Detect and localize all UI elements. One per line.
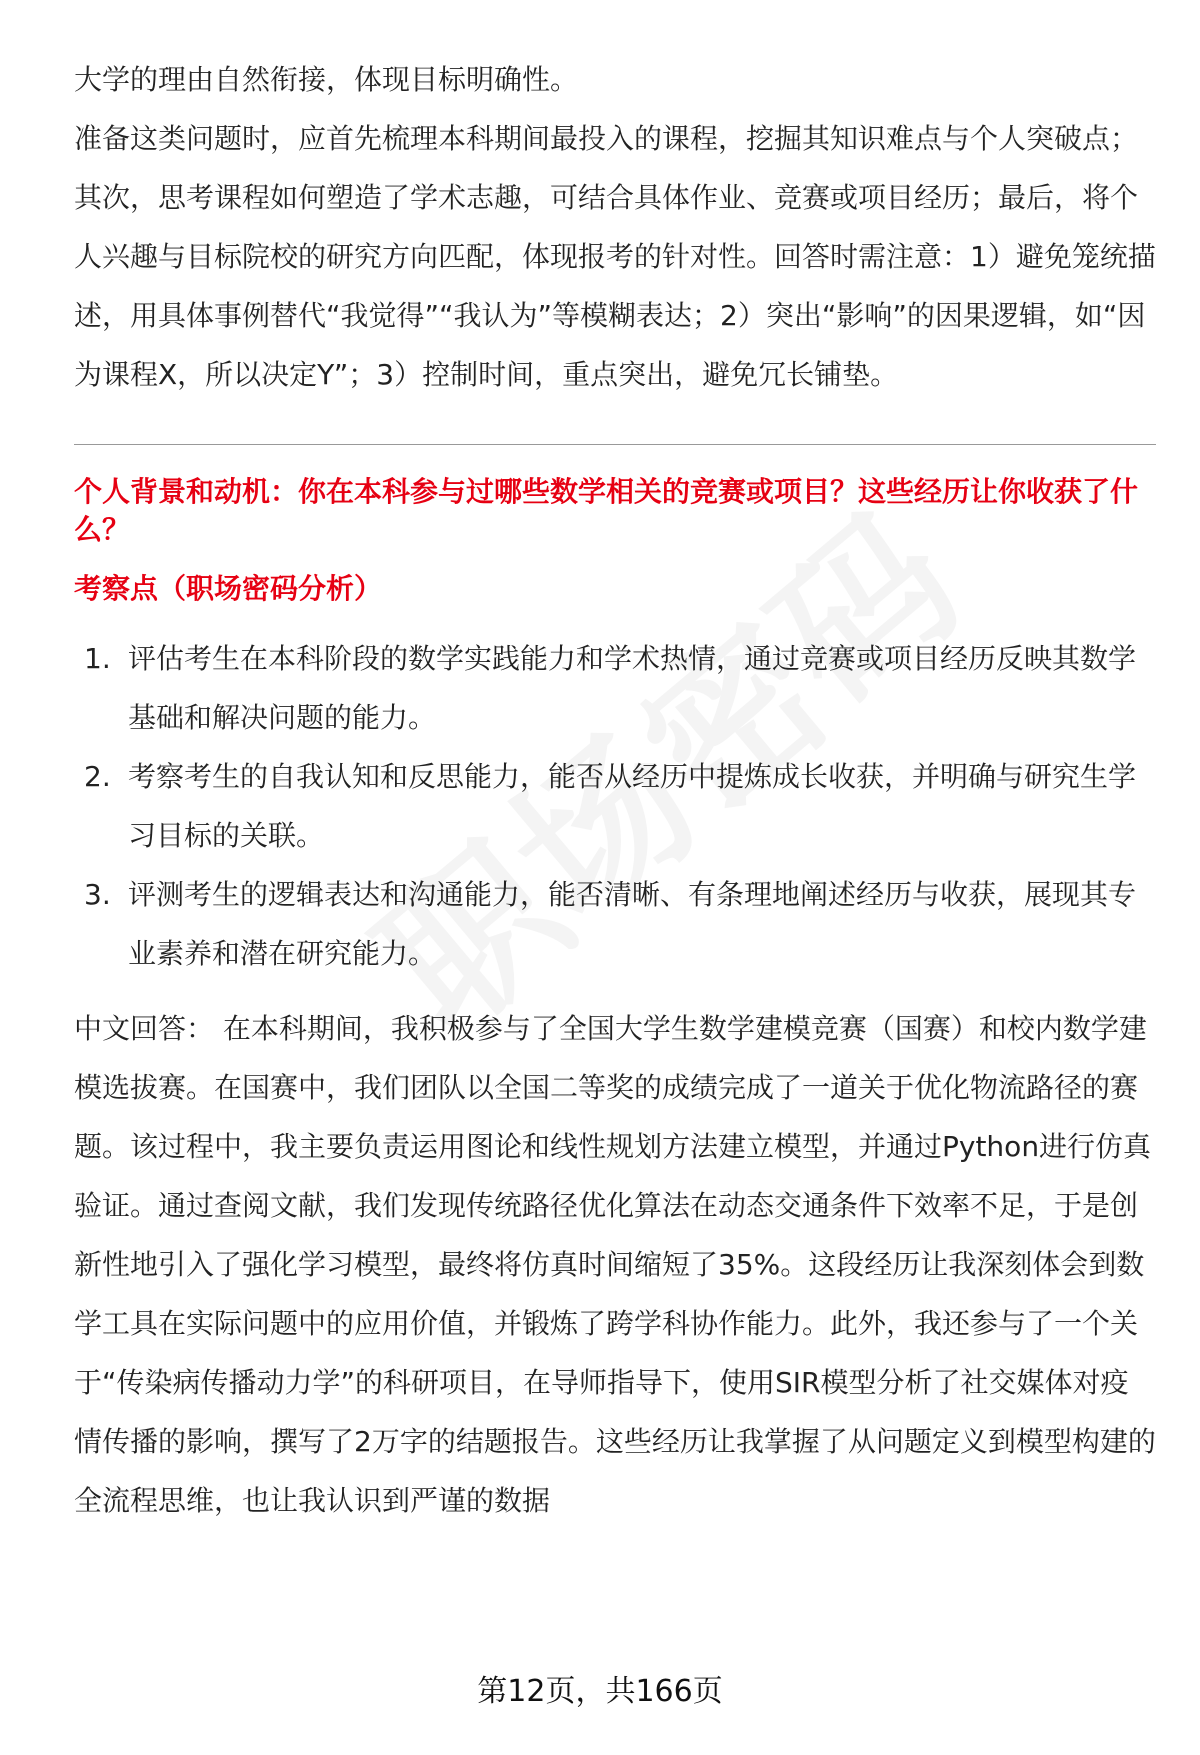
intro-paragraph: 准备这类问题时，应首先梳理本科期间最投入的课程，挖掘其知识难点与个人突破点；其次，思考课程如何塑造了学术志趣，可结合具体作业、竞赛或项目经历；最后，将个人兴趣与目标院校的研究方向匹配，体现报考的针对性。回答时需注意：1）避免笼统描述，用具体事例替代“我觉得”“我认为”等模糊表达；2）突出“影响”的因果逻辑，如“因为课程X，所以决定Y”；3）控制时间，重点突出，避免冗长铺垫。 [74, 122, 1156, 391]
exam-points-heading: 考察点（职场密码分析） [74, 572, 383, 605]
list-item-text: 评估考生在本科阶段的数学实践能力和学术热情，通过竞赛或项目经历反映其数学基础和解决问题的能力。 [128, 642, 1137, 734]
section-divider [74, 444, 1156, 445]
list-item [74, 629, 1156, 747]
page-footer: 第12页，共166页 [477, 1674, 723, 1709]
list-item-number: 2. [84, 760, 111, 793]
exam-points-list [74, 629, 1156, 983]
list-item-text: 评测考生的逻辑表达和沟通能力，能否清晰、有条理地阐述经历与收获，展现其专业素养和潜在研究能力。 [128, 878, 1137, 970]
intro-line: 大学的理由自然衔接，体现目标明确性。 [74, 63, 579, 96]
list-item-text: 考察考生的自我认知和反思能力，能否从经历中提炼成长收获，并明确与研究生学习目标的关联。 [128, 760, 1137, 852]
list-item [74, 747, 1156, 865]
document-page [74, 50, 1156, 1530]
question-heading: 个人背景和动机：你在本科参与过哪些数学相关的竞赛或项目？这些经历让你收获了什么？ [74, 475, 1139, 546]
list-item-number: 1. [84, 642, 111, 675]
list-item [74, 865, 1156, 983]
list-item-number: 3. [84, 878, 111, 911]
answer-paragraph: 中文回答： 在本科期间，我积极参与了全国大学生数学建模竞赛（国赛）和校内数学建模选拔赛。在国赛中，我们团队以全国二等奖的成绩完成了一道关于优化物流路径的赛题。该过程中，我主要负责运用图论和线性规划方法建立模型，并通过Python进行仿真验证。通过查阅文献，我们发现传统路径优化算法在动态交通条件下效率不足，于是创新性地引入了强化学习模型，最终将仿真时间缩短了35%。这段经历让我深刻体会到数学工具在实际问题中的应用价值，并锻炼了跨学科协作能力。此外，我还参与了一个关于“传染病传播动力学”的科研项目，在导师指导下，使用SIR模型分析了社交媒体对疫情传播的影响，撰写了2万字的结题报告。这些经历让我掌握了从问题定义到模型构建的全流程思维，也让我认识到严谨的数据 [74, 1012, 1156, 1517]
